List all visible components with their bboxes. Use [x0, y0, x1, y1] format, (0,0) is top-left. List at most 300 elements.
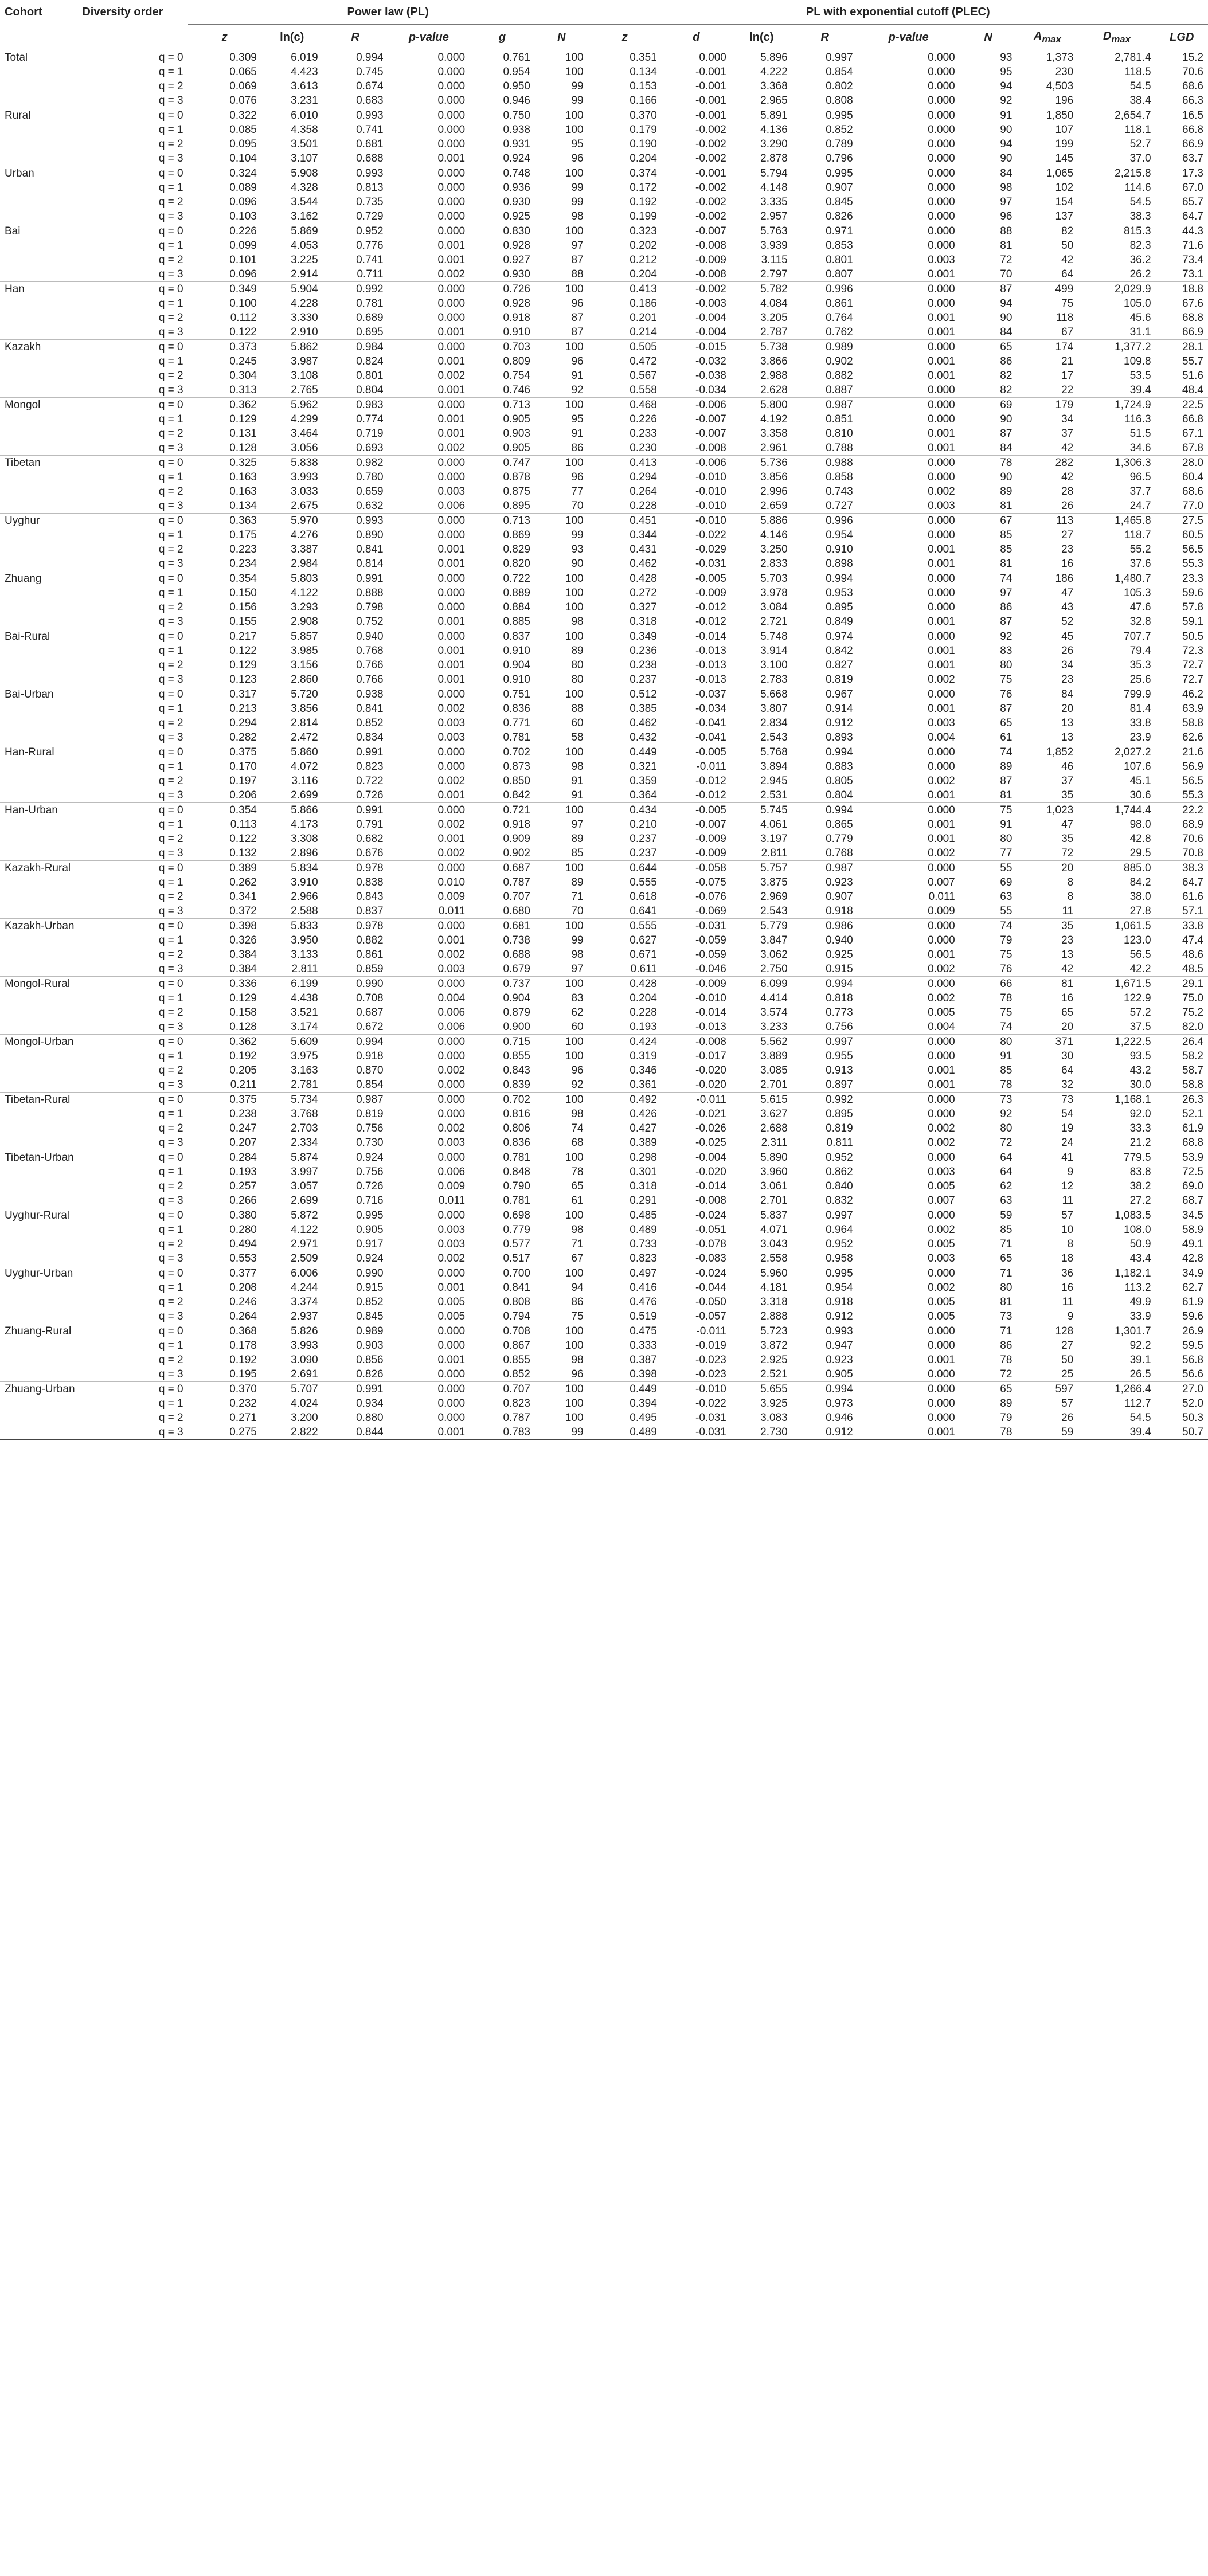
value-cell: 0.199	[630, 210, 657, 222]
value-cell: 815.3	[1078, 224, 1155, 239]
value-cell: 1,373	[1046, 51, 1074, 64]
value-cell: 0.707	[470, 1382, 535, 1397]
value-cell: 0.925	[826, 948, 853, 961]
diversity-order-cell: q = 1	[158, 1281, 183, 1294]
value-cell: 3.335	[760, 195, 788, 208]
value-cell: 0.000	[928, 383, 955, 396]
cohort-cell: Kazakh-Rural	[0, 861, 77, 876]
value-cell: 0.387	[630, 1353, 657, 1366]
table-row	[0, 1281, 1208, 1295]
value-cell: 76	[1000, 962, 1012, 975]
value-cell: 0.801	[356, 369, 384, 382]
cohort-cell: Zhuang	[0, 571, 77, 586]
value-cell: 0.553	[229, 1252, 257, 1264]
table-row	[0, 514, 1208, 528]
value-cell: 74	[571, 1122, 584, 1134]
value-cell: -0.023	[695, 1353, 726, 1366]
table-row	[0, 977, 1208, 992]
value-cell: 57.2	[1129, 1006, 1151, 1019]
value-cell: 0.818	[826, 992, 853, 1004]
value-cell: 94	[1000, 80, 1012, 92]
table-row	[0, 79, 1208, 93]
value-cell: 0.001	[928, 1353, 955, 1366]
value-cell: 0.747	[470, 456, 535, 471]
value-cell: 0.122	[229, 326, 257, 338]
table-row	[0, 933, 1208, 948]
value-cell: 80	[571, 659, 584, 671]
value-cell: 0.000	[858, 803, 960, 818]
value-cell: 0.808	[826, 94, 853, 107]
diversity-order-cell: q = 1	[158, 1107, 183, 1120]
value-cell: 0.912	[792, 1425, 858, 1440]
value-cell: 0.413	[588, 282, 662, 297]
value-cell: 100	[565, 1411, 584, 1424]
value-cell: 0.995	[792, 166, 858, 181]
value-cell: -0.014	[695, 1006, 726, 1019]
value-cell: 0.733	[630, 1238, 657, 1250]
value-cell: -0.001	[695, 65, 726, 78]
value-cell: 0.234	[229, 557, 257, 570]
diversity-order-cell: q = 0	[77, 1324, 187, 1339]
value-cell: 0.327	[630, 601, 657, 613]
table-row	[0, 456, 1208, 471]
value-cell: 0.000	[388, 977, 470, 992]
value-cell: 0.813	[356, 181, 384, 194]
value-cell: 118.7	[1124, 528, 1151, 541]
value-cell: 30.0	[1129, 1078, 1151, 1091]
value-cell: 84.2	[1129, 876, 1151, 888]
value-cell: -0.020	[695, 1064, 726, 1076]
value-cell: 0.000	[388, 224, 470, 239]
value-cell: 91	[571, 774, 584, 787]
value-cell: 82	[1000, 383, 1012, 396]
value-cell: 42.2	[1129, 962, 1151, 975]
value-cell: 0.928	[503, 297, 530, 310]
value-cell: 94	[571, 1281, 584, 1294]
value-cell: 0.002	[437, 847, 466, 859]
value-cell: -0.005	[662, 745, 731, 760]
value-cell: 0.983	[323, 398, 388, 413]
diversity-order-cell: q = 2	[158, 1353, 183, 1366]
value-cell: 57.8	[1182, 601, 1203, 613]
value-cell: 0.001	[437, 934, 466, 946]
value-cell: 0.671	[630, 948, 657, 961]
value-cell: 0.472	[630, 355, 657, 367]
value-cell: 47.6	[1129, 601, 1151, 613]
value-cell: 66.8	[1182, 123, 1203, 136]
value-cell: 85	[1000, 528, 1012, 541]
value-cell: 5.779	[731, 919, 792, 934]
diversity-order-cell: q = 1	[158, 818, 183, 831]
value-cell: 4.192	[760, 413, 788, 425]
table-row	[0, 1150, 1208, 1165]
value-cell: -0.001	[662, 166, 731, 181]
value-cell: 0.693	[356, 441, 384, 454]
value-cell: 1,266.4	[1078, 1382, 1155, 1397]
value-cell: 0.771	[503, 717, 530, 729]
value-cell: 0.779	[826, 832, 853, 845]
value-cell: 81	[1000, 1295, 1012, 1308]
value-cell: 67.0	[1182, 181, 1203, 194]
value-cell: 0.324	[188, 166, 261, 181]
cohort-cell	[0, 484, 77, 499]
value-cell: 0.377	[188, 1266, 261, 1281]
table-row	[0, 745, 1208, 760]
table-row	[0, 875, 1208, 890]
value-cell: 0.000	[928, 1050, 955, 1062]
table-row	[0, 1035, 1208, 1050]
value-cell: 0.995	[323, 1208, 388, 1223]
value-cell: 0.000	[858, 1093, 960, 1107]
value-cell: 71	[1000, 1238, 1012, 1250]
value-cell: 2.730	[731, 1425, 792, 1440]
value-cell: 0.002	[928, 774, 955, 787]
value-cell: 5.763	[731, 224, 792, 239]
diversity-order-cell: q = 1	[158, 1339, 183, 1352]
value-cell: 0.924	[356, 1252, 384, 1264]
value-cell: 2.701	[760, 1194, 788, 1207]
value-cell: 0.873	[503, 760, 530, 773]
value-cell: 0.843	[503, 1064, 530, 1076]
value-cell: 4.228	[291, 297, 318, 310]
value-cell: 0.826	[356, 1368, 384, 1380]
value-cell: 70.6	[1182, 65, 1203, 78]
cohort-cell	[0, 1005, 77, 1020]
value-cell: 0.842	[826, 644, 853, 657]
value-cell: 0.000	[928, 760, 955, 773]
plec-group-header: PL with exponential cutoff (PLEC)	[588, 0, 1208, 25]
value-cell: 84	[960, 166, 1017, 181]
value-cell: 0.362	[188, 1035, 261, 1050]
value-cell: 0.000	[437, 210, 466, 222]
value-cell: 75	[960, 803, 1017, 818]
value-cell: 69	[960, 398, 1017, 413]
value-cell: 0.128	[229, 441, 257, 454]
value-cell: 1,182.1	[1078, 1266, 1155, 1281]
value-cell: 0.702	[470, 745, 535, 760]
value-cell: 8	[1067, 876, 1074, 888]
value-cell: 64	[1000, 1165, 1012, 1178]
value-cell: 0.192	[229, 1353, 257, 1366]
table-row	[0, 1367, 1208, 1382]
cohort-cell	[0, 1136, 77, 1150]
value-cell: -0.025	[695, 1136, 726, 1149]
cohort-cell	[0, 181, 77, 195]
value-cell: 26	[1061, 644, 1074, 657]
value-cell: 97	[1000, 586, 1012, 599]
value-cell: 2.531	[760, 789, 788, 801]
cohort-cell	[0, 991, 77, 1005]
value-cell: 72.5	[1182, 1165, 1203, 1178]
value-cell: 0.843	[356, 890, 384, 903]
cohort-cell	[0, 817, 77, 832]
value-cell: 3.231	[291, 94, 318, 107]
value-cell: 0.002	[437, 268, 466, 280]
value-cell: 2.543	[760, 905, 788, 917]
value-cell: 0.000	[437, 123, 466, 136]
value-cell: 0.627	[630, 934, 657, 946]
value-cell: 0.003	[437, 962, 466, 975]
value-cell: 100	[535, 224, 588, 239]
table-row	[0, 1338, 1208, 1353]
diversity-order-cell: q = 0	[77, 398, 187, 413]
table-row	[0, 730, 1208, 745]
value-cell: 3.910	[291, 876, 318, 888]
value-cell: 100	[535, 1382, 588, 1397]
value-cell: 16.5	[1156, 108, 1208, 123]
value-cell: -0.012	[695, 601, 726, 613]
value-cell: 20	[1061, 702, 1074, 715]
value-cell: -0.020	[695, 1078, 726, 1091]
table-row	[0, 224, 1208, 239]
value-cell: 2.781	[291, 1078, 318, 1091]
cohort-cell	[0, 1078, 77, 1093]
value-cell: 0.938	[503, 123, 530, 136]
value-cell: 1,065	[1017, 166, 1078, 181]
value-cell: 0.940	[826, 934, 853, 946]
value-cell: 1,852	[1017, 745, 1078, 760]
value-cell: 0.204	[630, 152, 657, 165]
value-cell: 0.427	[630, 1122, 657, 1134]
value-cell: 0.000	[858, 166, 960, 181]
value-cell: 0.997	[826, 51, 853, 64]
value-cell: 97	[571, 239, 584, 252]
value-cell: 34	[1061, 659, 1074, 671]
value-cell: 5.655	[731, 1382, 792, 1397]
value-cell: 0.000	[858, 745, 960, 760]
value-cell: 5.862	[261, 340, 323, 355]
value-cell: 2.996	[760, 485, 788, 498]
value-cell: 92	[1000, 94, 1012, 107]
value-cell: 64.7	[1182, 876, 1203, 888]
value-cell: 96	[571, 355, 584, 367]
value-cell: 37.6	[1129, 557, 1151, 570]
diversity-order-cell: q = 1	[158, 760, 183, 773]
value-cell: 0.359	[630, 774, 657, 787]
value-cell: 0.000	[388, 1208, 470, 1223]
value-cell: 0.934	[356, 1397, 384, 1410]
table-row	[0, 253, 1208, 267]
cohort-cell	[0, 1049, 77, 1063]
value-cell: 77	[571, 485, 584, 498]
value-cell: 4.414	[760, 992, 788, 1004]
value-cell: 0.000	[858, 861, 960, 876]
value-cell: 0.682	[356, 832, 384, 845]
diversity-order-cell: q = 2	[158, 774, 183, 787]
value-cell: 0.888	[356, 586, 384, 599]
value-cell: 0.904	[503, 992, 530, 1004]
value-cell: 0.313	[229, 383, 257, 396]
value-cell: 0.990	[323, 1266, 388, 1281]
value-cell: 33.9	[1129, 1310, 1151, 1322]
value-cell: 63.7	[1182, 152, 1203, 165]
value-cell: 0.794	[503, 1310, 530, 1322]
value-cell: 17	[1061, 369, 1074, 382]
value-cell: 88	[960, 224, 1017, 239]
value-cell: 8	[1067, 890, 1074, 903]
cohort-cell: Mongol-Rural	[0, 977, 77, 992]
value-cell: 100	[535, 1093, 588, 1107]
value-cell: 0.001	[928, 268, 955, 280]
value-cell: 0.992	[323, 282, 388, 297]
diversity-order-cell: q = 3	[158, 210, 183, 222]
value-cell: 93.5	[1129, 1050, 1151, 1062]
value-cell: 0.212	[630, 253, 657, 266]
value-cell: 0.798	[356, 601, 384, 613]
value-cell: 3.250	[760, 543, 788, 555]
value-cell: 0.982	[323, 456, 388, 471]
cohort-cell: Tibetan-Rural	[0, 1093, 77, 1107]
table-row	[0, 1179, 1208, 1193]
table-row	[0, 1121, 1208, 1136]
table-row	[0, 369, 1208, 383]
value-cell: 27	[1061, 1339, 1074, 1352]
table-row	[0, 340, 1208, 355]
table-row	[0, 614, 1208, 629]
value-cell: 20	[1017, 861, 1078, 876]
value-cell: 0.003	[437, 731, 466, 743]
value-cell: 55.3	[1182, 789, 1203, 801]
value-cell: 0.001	[928, 832, 955, 845]
value-cell: 87	[1000, 427, 1012, 440]
table-row	[0, 1193, 1208, 1208]
value-cell: -0.011	[696, 760, 726, 773]
value-cell: 0.000	[437, 1050, 466, 1062]
value-cell: 0.910	[503, 326, 530, 338]
value-cell: -0.001	[695, 80, 726, 92]
value-cell: 0.987	[792, 398, 858, 413]
value-cell: 91	[1000, 818, 1012, 831]
value-cell: 0.978	[323, 919, 388, 934]
value-cell: 0.096	[229, 195, 257, 208]
col-pl-n: N	[535, 25, 588, 50]
value-cell: 0.003	[437, 717, 466, 729]
value-cell: 2.965	[760, 94, 788, 107]
value-cell: 3.308	[291, 832, 318, 845]
value-cell: 0.132	[229, 847, 257, 859]
cohort-cell	[0, 253, 77, 267]
value-cell: -0.051	[695, 1223, 726, 1236]
value-cell: 5.869	[261, 224, 323, 239]
value-cell: 0.880	[356, 1411, 384, 1424]
value-cell: 56.6	[1182, 1368, 1203, 1380]
value-cell: 0.354	[188, 803, 261, 818]
value-cell: 35	[1017, 919, 1078, 934]
value-cell: 0.284	[188, 1150, 261, 1165]
value-cell: 0.364	[630, 789, 657, 801]
value-cell: 73.4	[1182, 253, 1203, 266]
value-cell: 0.226	[188, 224, 261, 239]
value-cell: 100	[565, 65, 584, 78]
value-cell: 5.890	[731, 1150, 792, 1165]
table-row	[0, 1223, 1208, 1237]
value-cell: 27.5	[1156, 514, 1208, 528]
value-cell: 186	[1017, 571, 1078, 586]
value-cell: 0.000	[858, 977, 960, 992]
value-cell: 0.000	[388, 687, 470, 702]
value-cell: 29.1	[1156, 977, 1208, 992]
value-cell: 23.9	[1129, 731, 1151, 743]
value-cell: 0.301	[630, 1165, 657, 1178]
value-cell: 2.721	[760, 615, 788, 628]
value-cell: 3.875	[760, 876, 788, 888]
value-cell: 0.002	[437, 1252, 466, 1264]
value-cell: 4.071	[760, 1223, 788, 1236]
value-cell: 3.856	[760, 471, 788, 483]
value-cell: 49.1	[1182, 1238, 1203, 1250]
value-cell: 46.2	[1156, 687, 1208, 702]
value-cell: 5.782	[731, 282, 792, 297]
cohort-cell: Total	[5, 51, 28, 64]
value-cell: 24.7	[1129, 499, 1151, 512]
value-cell: 5.562	[731, 1035, 792, 1050]
cohort-cell	[0, 383, 77, 398]
value-cell: 0.166	[630, 94, 657, 107]
value-cell: 0.001	[437, 383, 466, 396]
value-cell: 0.713	[470, 398, 535, 413]
value-cell: 0.895	[826, 601, 853, 613]
value-cell: 0.468	[588, 398, 662, 413]
value-cell: 72.7	[1182, 673, 1203, 686]
value-cell: 5.960	[731, 1266, 792, 1281]
value-cell: 4.084	[760, 297, 788, 310]
value-cell: 0.211	[230, 1078, 257, 1091]
value-cell: 57	[1061, 1397, 1074, 1410]
value-cell: 48.4	[1182, 383, 1203, 396]
value-cell: 0.954	[826, 528, 853, 541]
value-cell: 75	[1000, 673, 1012, 686]
diversity-order-cell: q = 3	[158, 1194, 183, 1207]
value-cell: 0.475	[588, 1324, 662, 1339]
value-cell: 0.000	[388, 1266, 470, 1281]
diversity-order-cell: q = 2	[158, 427, 183, 440]
value-cell: 1,744.4	[1078, 803, 1155, 818]
value-cell: 0.172	[630, 181, 657, 194]
value-cell: 118.1	[1124, 123, 1151, 136]
value-cell: 0.993	[323, 108, 388, 123]
value-cell: 0.834	[356, 731, 384, 743]
value-cell: 0.007	[928, 876, 955, 888]
value-cell: 1,168.1	[1078, 1093, 1155, 1107]
cohort-cell	[0, 354, 77, 369]
value-cell: 84	[1017, 687, 1078, 702]
value-cell: 4.072	[291, 760, 318, 773]
value-cell: 0.905	[503, 441, 530, 454]
value-cell: 0.000	[437, 1397, 466, 1410]
value-cell: 4.173	[291, 818, 318, 831]
value-cell: 0.103	[229, 210, 257, 222]
value-cell: 0.294	[229, 717, 257, 729]
cohort-cell	[0, 426, 77, 441]
value-cell: 0.875	[503, 485, 530, 498]
value-cell: 45.1	[1129, 774, 1151, 787]
value-cell: 0.001	[437, 659, 466, 671]
value-cell: 0.519	[630, 1310, 657, 1322]
value-cell: 0.096	[229, 268, 257, 280]
value-cell: 0.000	[928, 123, 955, 136]
value-cell: -0.012	[695, 615, 726, 628]
value-cell: 29.5	[1129, 847, 1151, 859]
value-cell: 0.002	[928, 1136, 955, 1149]
value-cell: 38.3	[1156, 861, 1208, 876]
value-cell: 123.0	[1124, 934, 1151, 946]
value-cell: -0.013	[695, 659, 726, 671]
value-cell: 55.3	[1182, 557, 1203, 570]
value-cell: 65	[571, 1180, 584, 1192]
value-cell: 93	[1000, 51, 1012, 64]
value-cell: 1,222.5	[1078, 1035, 1155, 1050]
value-cell: 0.001	[928, 326, 955, 338]
